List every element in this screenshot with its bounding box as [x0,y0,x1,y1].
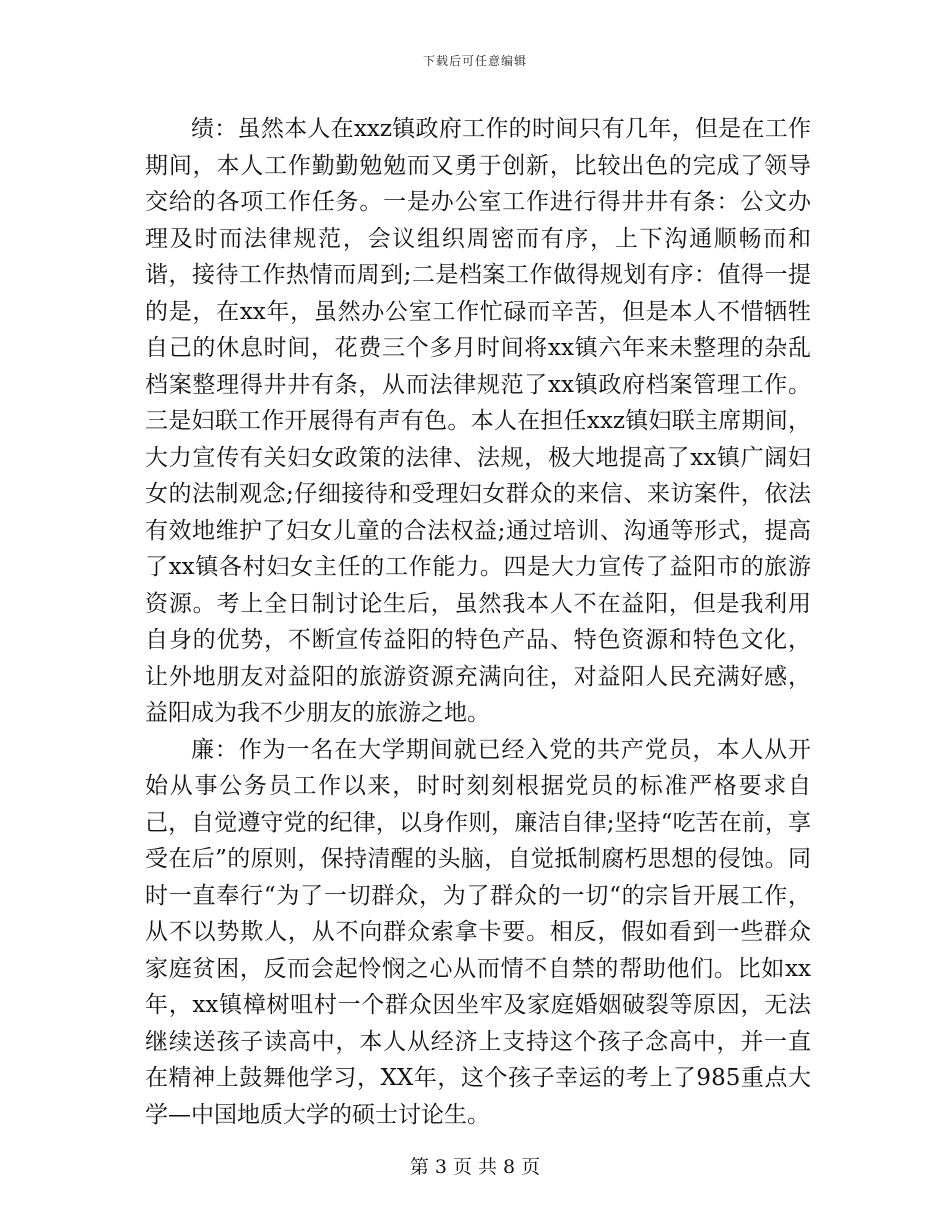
page-number: 第 3 页 共 8 页 [409,1156,541,1178]
paragraph-achievements: 绩：虽然本人在xxz镇政府工作的时间只有几年，但是在工作期间，本人工作勤勤勉勉而又勇于创新，比较出色的完成了领导交给的各项工作任务。一是办公室工作进行得井井有条：公文办理及时而法律规范，会议组织周密而有序，上下沟通顺畅而和谐，接待工作热情而周到;二是档案工作做得规划有序：值得一提的是，在xx年，虽然办公室工作忙碌而辛苦，但是本人不惜牺牲自己的休息时间，花费三个多月时间将xx镇六年来未整理的杂乱档案整理得井井有条，从而法律规范了xx镇政府档案管理工作。三是妇联工作开展得有声有色。本人在担任xxz镇妇联主席期间，大力宣传有关妇女政策的法律、法规，极大地提高了xx镇广阔妇女的法制观念;仔细接待和受理妇女群众的来信、来访案件，依法有效地维护了妇女儿童的合法权益;通过培训、沟通等形式，提高了xx镇各村妇女主任的工作能力。四是大力宣传了益阳市的旅游资源。考上全日制讨论生后，虽然我本人不在益阳，但是我利用自身的优势，不断宣传益阳的特色产品、特色资源和特色文化，让外地朋友对益阳的旅游资源充满向往，对益阳人民充满好感，益阳成为我不少朋友的旅游之地。 [145,116,811,726]
document-body [145,111,811,1133]
page-header: 下载后可任意编辑 [422,54,527,68]
paragraph-integrity: 廉：作为一名在大学期间就已经入党的共产党员，本人从开始从事公务员工作以来，时时刻刻根据党员的标准严格要求自己，自觉遵守党的纪律，以身作则，廉洁自律;坚持“吃苦在前，享受在后”的原则，保持清醒的头脑，自觉抵制腐朽思想的侵蚀。同时一直奉行“为了一切群众，为了群众的一切“的宗旨开展工作，从不以势欺人，从不向群众索拿卡要。相反，假如看到一些群众家庭贫困，反而会起怜悯之心从而情不自禁的帮助他们。比如xx年，xx镇樟树咀村一个群众因坐牢及家庭婚姻破裂等原因，无法继续送孩子读高中，本人从经济上支持这个孩子念高中，并一直在精神上鼓舞他学习，XX年，这个孩子幸运的考上了985重点大学—中国地质大学的硕士讨论生。 [145,736,811,1128]
